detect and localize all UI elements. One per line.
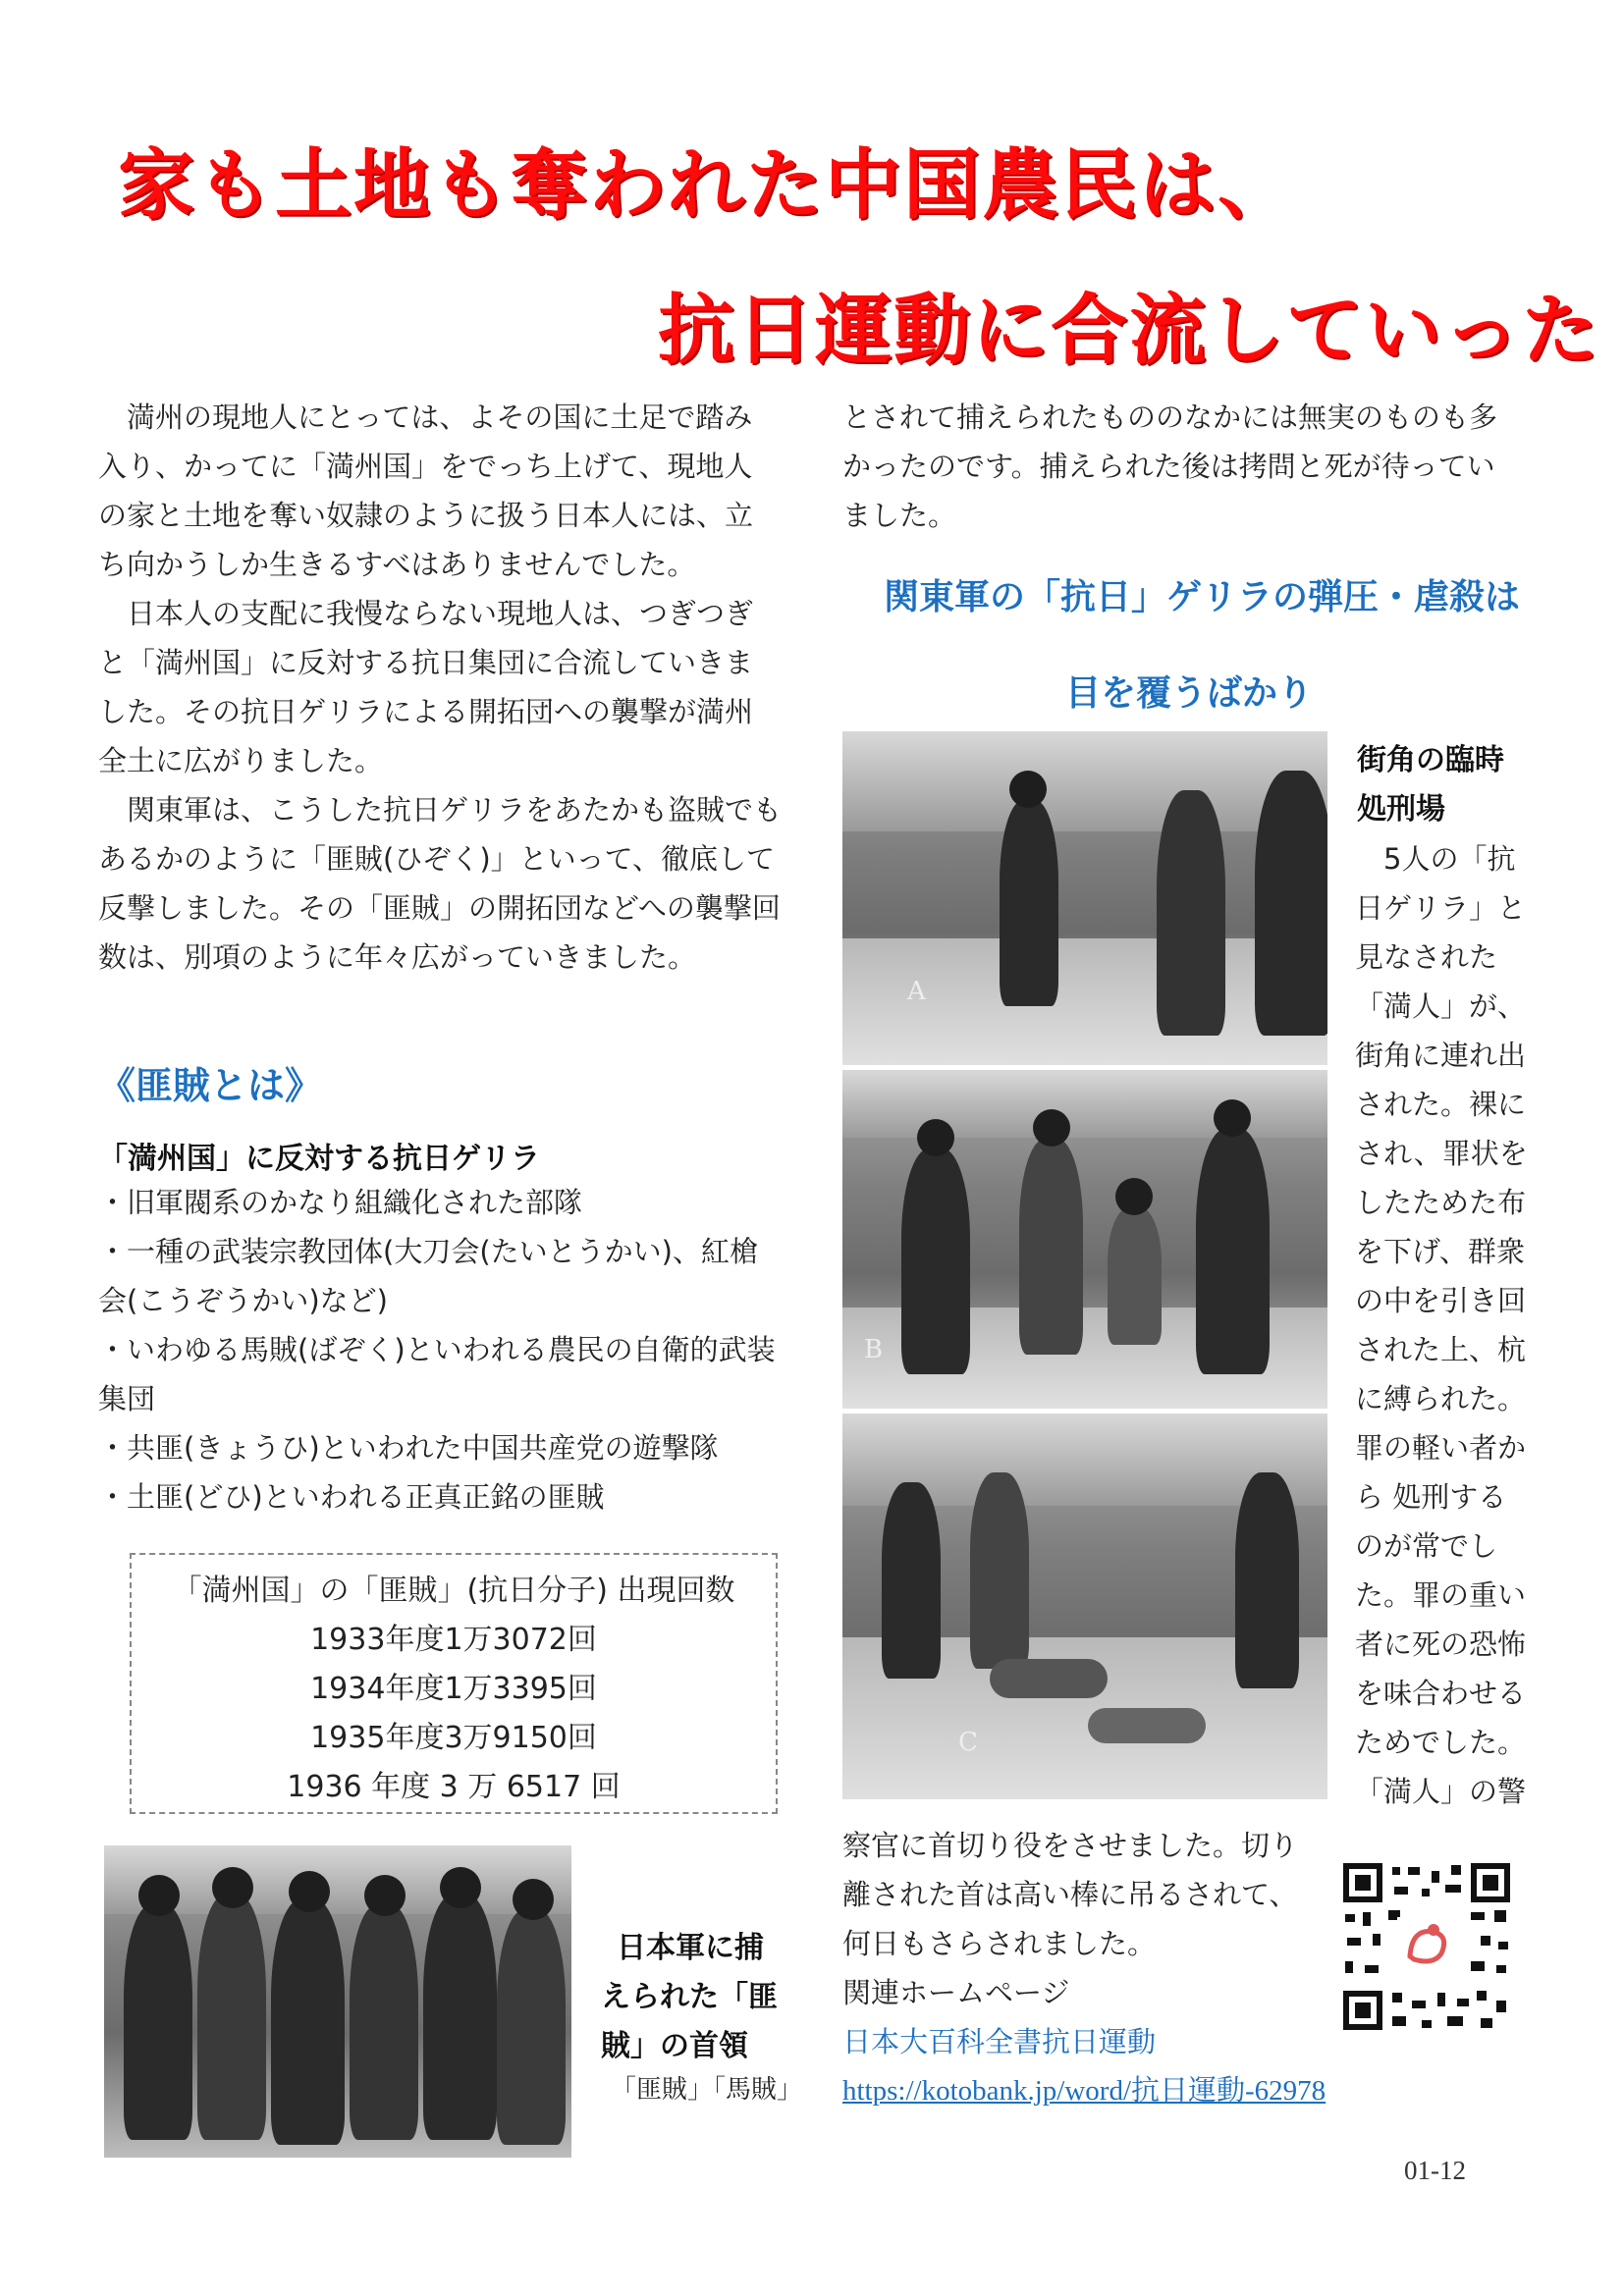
stats-row: 1933年度1万3072回 [310,1623,597,1657]
list-item: ・いわゆる馬賊(ばぞく)といわれる農民の自衛的武装 [98,1333,776,1366]
title-line-1: 家も土地も奪われた中国農民は、 [118,141,1297,230]
stats-title: 「満州国」の「匪賊」(抗日分子) 出現回数 [172,1574,735,1608]
side-caption-title [1357,736,1504,834]
text-line: 「満人」が、 [1355,989,1527,1023]
caption-line: えられた「匪 [601,1980,778,2014]
execution-photo-a [842,731,1327,1065]
caption-line: 賊」の首領 [601,2029,748,2063]
stats-row: 1934年度1万3395回 [310,1672,597,1706]
intro-text [98,393,805,982]
text-line: 「満人」の警 [1355,1775,1527,1808]
text-line: 入り、かってに「満州国」をでっち上げて、現地人 [98,450,753,483]
text-line: ためでした。 [1355,1726,1527,1759]
text-line: かったのです。捕えられた後は拷問と死が待ってい [842,450,1495,483]
text-line: 全土に広がりました。 [98,744,384,777]
text-line: を味合わせる [1355,1677,1527,1710]
text-line: 数は、別項のように年々広がっていきました。 [98,940,697,974]
text-line: 見なされた [1355,940,1498,974]
text-line: とされて捕えられたもののなかには無実のものも多 [842,400,1498,434]
list-item: 集団 [98,1382,156,1415]
text-line: された。裸に [1355,1088,1527,1121]
intro-paragraph-1 [98,393,805,589]
page-number: 01-12 [1404,2156,1466,2185]
qr-code[interactable] [1343,1863,1510,2030]
title-line-2: 抗日運動に合流していった [658,287,1601,375]
stats-box [130,1553,778,1814]
caption-line: 処刑場 [1357,792,1445,827]
stats-row: 1936 年度 3 万 6517 回 [287,1770,621,1804]
text-line: ち向かうしか生きるすべはありませんでした。 [98,548,696,581]
text-line: したためた布 [1355,1186,1527,1219]
list-item: ・共匪(きょうひ)といわれた中国共産党の遊撃隊 [98,1431,719,1465]
text-line: ました。 [842,499,957,532]
kanto-heading-2: 目を覆うばかり [1065,673,1314,714]
list-item: ・旧軍閥系のかなり組織化された部隊 [98,1186,583,1219]
photo-label-b: B [864,1335,884,1364]
text-line: に縛られた。 [1355,1382,1527,1415]
text-line: され、罪状を [1355,1137,1528,1170]
text-line: 日本人の支配に我慢ならない現地人は、つぎつぎ [98,597,754,630]
photo-label-a: A [907,977,926,1006]
text-line: あるかのように「匪賊(ひぞく)」といって、徹底して [98,842,776,876]
caption-line: 街角の臨時 [1357,743,1504,777]
text-line: のが常でし [1355,1529,1498,1563]
hizoku-heading: 《匪賊とは》 [98,1064,323,1107]
kanto-heading-1: 関東軍の「抗日」ゲリラの弾圧・虐殺は [884,577,1521,617]
execution-photo-b [842,1070,1327,1409]
right-bottom-text [842,1821,1353,2115]
hizoku-subheading: 「満州国」に反対する抗日ゲリラ [98,1142,540,1176]
list-item: ・土匪(どひ)といわれる正真正銘の匪賊 [98,1480,605,1514]
text-line: 街角に連れ出 [1355,1039,1527,1072]
side-caption-text [1355,834,1581,1816]
text-line: 日ゲリラ」と [1355,891,1527,925]
intro-paragraph-3 [98,785,805,982]
list-item: 会(こうぞうかい)など) [98,1284,388,1317]
text-line: た。罪の重い [1355,1578,1527,1612]
captured-caption-sub: 「匪賊」「馬賊」 [611,2075,803,2105]
text-line: の家と土地を奪い奴隷のように扱う日本人には、立 [98,499,754,532]
captured-leader-photo [104,1845,571,2158]
text-line: 者に死の恐怖 [1355,1628,1527,1661]
text-line: 罪の軽い者か [1355,1431,1527,1465]
text-line: 離された首は高い棒に吊るされて、 [842,1878,1298,1911]
related-label: 関連ホームページ [842,1976,1070,2009]
captured-caption [601,1924,778,2071]
list-item: ・一種の武装宗教団体(大刀会(たいとうかい)、紅槍 [98,1235,758,1268]
related-url[interactable]: https://kotobank.jp/word/抗日運動-62978 [842,2075,1326,2107]
text-line: した。その抗日ゲリラによる開拓団への襲撃が満州 [98,695,754,728]
text-line: の中を引き回 [1355,1284,1527,1317]
photo-label-c: C [958,1728,978,1757]
stats-row: 1935年度3万9150回 [310,1721,597,1755]
text-line: 反撃しました。その「匪賊」の開拓団などへの襲撃回 [98,891,781,925]
text-line: と「満州国」に反対する抗日集団に合流していきま [98,646,754,679]
related-link[interactable]: 日本大百科全書抗日運動 [842,2025,1157,2058]
hizoku-list [98,1178,805,1522]
text-line: された上、杭 [1355,1333,1527,1366]
intro-paragraph-2 [98,589,805,785]
execution-photo-c [842,1414,1327,1799]
caption-line: 日本軍に捕 [617,1931,764,1965]
text-line: 5人の「抗 [1355,842,1516,876]
right-top-text [842,393,1530,540]
text-line: を下げ、群衆 [1355,1235,1525,1268]
text-line: 何日もさらされました。 [842,1927,1157,1960]
text-line: 満州の現地人にとっては、よその国に土足で踏み [98,400,753,434]
text-line: 関東軍は、こうした抗日ゲリラをあたかも盗賊でも [98,793,783,827]
text-line: ら 処刑する [1355,1480,1507,1514]
text-line: 察官に首切り役をさせました。切り [842,1829,1299,1862]
